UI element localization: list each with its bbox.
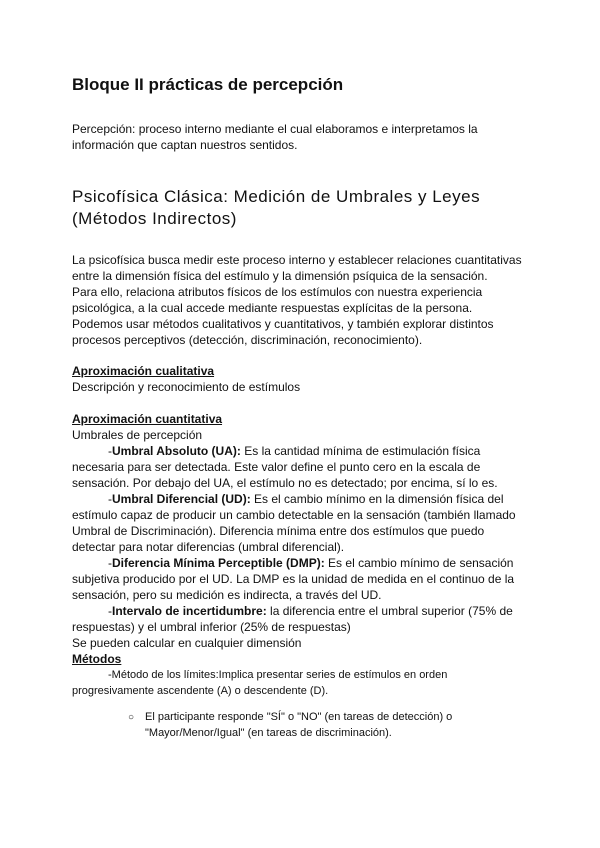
ud-line-1: -Umbral Diferencial (UD): Es el cambio mínimo en la dimensión física del [108, 492, 504, 506]
ud-line-3: Umbral de Discriminación). Diferencia mínima entre dos estímulos que puedo [72, 524, 485, 538]
dmp-text: Es el cambio mínimo de sensación [324, 556, 514, 570]
dmp-line-1: -Diferencia Mínima Perceptible (DMP): Es el cambio mínimo de sensación [108, 556, 514, 570]
hollow-bullet-icon: ○ [128, 712, 135, 723]
intro-line-4: psicológica, a la cual accede mediante respuestas explícitas de la persona. [72, 301, 473, 315]
section-title-line-2: (Métodos Indirectos) [72, 209, 237, 228]
intro-line-1: La psicofísica busca medir este proceso interno y establecer relaciones cuantitativas [72, 253, 522, 267]
ud-text: Es el cambio mínimo en la dimensión física del [250, 492, 504, 506]
intro-line-6: procesos perceptivos (detección, discriminación, reconocimiento). [72, 333, 423, 347]
intro-line-2: entre la dimensión física del estímulo y la dimensión psíquica de la sensación. [72, 269, 488, 283]
dmp-term: Diferencia Mínima Perceptible (DMP): [112, 556, 325, 570]
methods-heading: Métodos [72, 652, 122, 666]
methods-line-1: -Método de los límites:Implica presentar series de estímulos en orden [108, 669, 448, 681]
dmp-line-2: subjetiva producido por el UD. La DMP es la unidad de medida en el continuo de la [72, 572, 515, 586]
qualitative-text: Descripción y reconocimiento de estímulos [72, 380, 301, 394]
ii-term: Intervalo de incertidumbre: [112, 604, 267, 618]
calc-note: Se pueden calcular en cualquier dimensión [72, 636, 302, 650]
qualitative-heading: Aproximación cualitativa [72, 364, 215, 378]
methods-line-2: progresivamente ascendente (A) o descendente (D). [72, 685, 329, 697]
definition-line-1: Percepción: proceso interno mediante el cual elaboramos e interpretamos la [72, 122, 478, 136]
bullet-line-2: "Mayor/Menor/Igual" (en tareas de discriminación). [145, 727, 392, 739]
ua-term: Umbral Absoluto (UA): [112, 444, 241, 458]
ua-text: Es la cantidad mínima de estimulación física [240, 444, 481, 458]
ud-line-2: estímulo capaz de producir un cambio detectable en la sensación (también llamado [72, 508, 516, 522]
page-title: Bloque II prácticas de percepción [72, 75, 344, 94]
ud-line-4: detectar para notar diferencias (umbral diferencial). [72, 540, 345, 554]
intro-line-3: Para ello, relaciona atributos físicos de los estímulos con nuestra experiencia [72, 285, 483, 299]
dmp-line-3: sensación, pero su medición es indirecta, a través del UD. [72, 588, 382, 602]
section-title-line-1: Psicofísica Clásica: Medición de Umbrales y Leyes [72, 187, 481, 206]
bullet-line-1: El participante responde "SÍ" o "NO" (en tareas de detección) o [145, 711, 453, 723]
quantitative-subheading: Umbrales de percepción [72, 428, 203, 442]
ii-text: la diferencia entre el umbral superior (75% de [266, 604, 513, 618]
ii-line-2: respuestas) y el umbral inferior (25% de respuestas) [72, 620, 351, 634]
ua-line-2: necesaria para ser detectada. Este valor define el punto cero en la escala de [72, 460, 481, 474]
ua-line-1: -Umbral Absoluto (UA): Es la cantidad mínima de estimulación física [108, 444, 481, 458]
ud-term: Umbral Diferencial (UD): [112, 492, 251, 506]
definition-line-2: información que captan nuestros sentidos. [72, 138, 298, 152]
intro-line-5: Podemos usar métodos cualitativos y cuantitativos, y también explorar distintos [72, 317, 494, 331]
ii-line-1: -Intervalo de incertidumbre: la diferencia entre el umbral superior (75% de [108, 604, 513, 618]
quantitative-heading: Aproximación cuantitativa [72, 412, 223, 426]
ua-line-3: sensación. Por debajo del UA, el estímulo no es detectado; por encima, sí lo es. [72, 476, 498, 490]
